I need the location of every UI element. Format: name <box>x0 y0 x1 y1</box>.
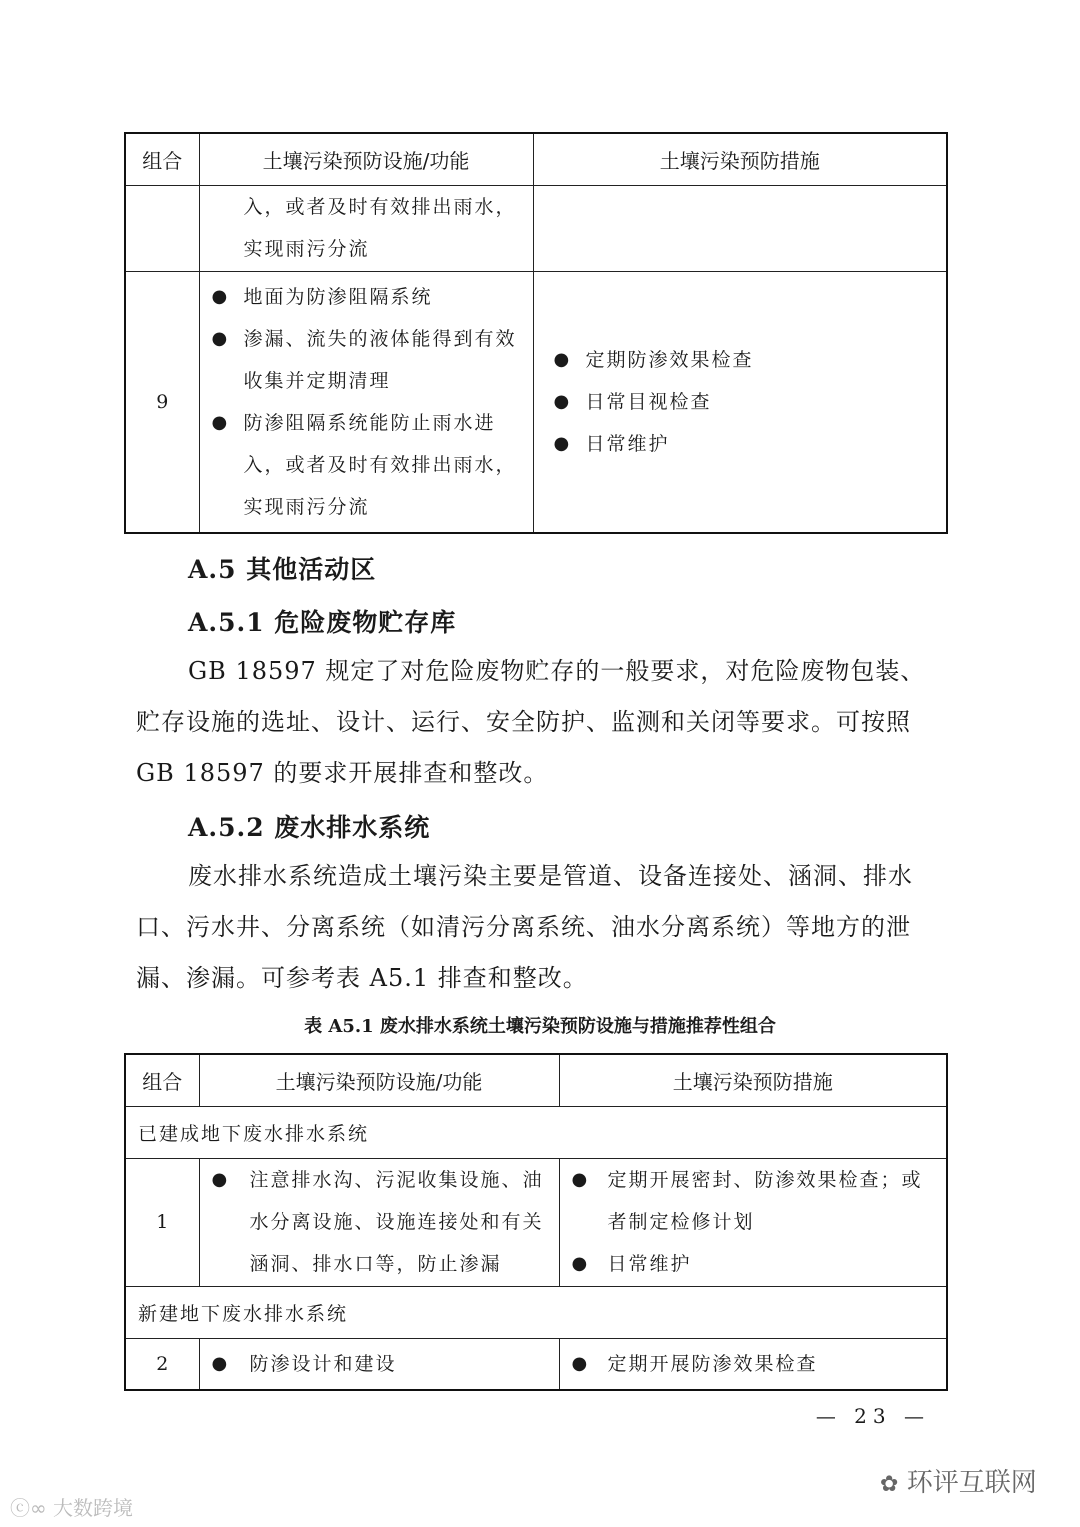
watermark-logo-icon: ⓒ∞ <box>10 1496 47 1520</box>
row-number: 9 <box>125 271 199 533</box>
measure-item: ● 日常维护 <box>542 423 947 465</box>
paragraph-a52: 废水排水系统造成土壤污染主要是管道、设备连接处、涵洞、排水口、污水井、分离系统（如清污分离系统、油水分离系统）等地方的泄漏、渗漏。可参考表 A5.1 排查和整改。 <box>136 862 913 992</box>
table-1 <box>124 132 948 534</box>
table1-header-measure: 土壤污染预防措施 <box>533 133 947 185</box>
measure-item: ● 定期开展防渗效果检查 <box>560 1343 947 1385</box>
table1-header-group: 组合 <box>125 133 199 185</box>
table2-row-2 <box>125 1338 947 1390</box>
watermark-left: ⓒ∞ 大数跨境 <box>10 1496 134 1520</box>
facility-item: ● 地面为防渗阻隔系统 <box>200 276 533 318</box>
measure-item: ● 日常目视检查 <box>542 381 947 423</box>
measure-item: ● 定期防渗效果检查 <box>542 339 947 381</box>
table1-row-9 <box>125 271 947 533</box>
table1-header-facility: 土壤污染预防设施/功能 <box>199 133 533 185</box>
measure-item: ● 日常维护 <box>560 1243 947 1285</box>
table2-header-facility: 土壤污染预防设施/功能 <box>199 1054 559 1106</box>
wechat-icon: ✿ <box>880 1472 899 1497</box>
table-caption: 表 A5.1 废水排水系统土壤污染预防设施与措施推荐性组合 <box>304 1016 776 1037</box>
paragraph-a51: GB 18597 规定了对危险废物贮存的一般要求，对危险废物包装、贮存设施的选址、设计、运行、安全防护、监测和关闭等要求。可按照 GB 18597 的要求开展排查和整改。 <box>136 657 926 787</box>
group-row-existing: 已建成地下废水排水系统 <box>125 1106 947 1158</box>
facility-item: ● 防渗设计和建设 <box>200 1343 559 1385</box>
section-heading-a51: A.5.1 危险废物贮存库 <box>188 608 457 637</box>
row-number: 2 <box>125 1338 199 1390</box>
section-heading-a5: A.5 其他活动区 <box>188 555 377 584</box>
row-number: 1 <box>125 1158 199 1286</box>
cont-line: 实现雨污分流 <box>243 238 370 260</box>
table1-continued-row <box>125 185 947 271</box>
table2-row-1 <box>125 1158 947 1286</box>
facility-item: ● 防渗阻隔系统能防止雨水进 入，或者及时有效排出雨水， 实现雨污分流 <box>200 402 533 528</box>
section-heading-a52: A.5.2 废水排水系统 <box>188 813 431 842</box>
table2-header-group: 组合 <box>125 1054 199 1106</box>
table2-header-measure: 土壤污染预防措施 <box>559 1054 947 1106</box>
cont-line: 入，或者及时有效排出雨水， <box>243 196 517 218</box>
facility-item: ● 注意排水沟、污泥收集设施、油 水分离设施、设施连接处和有关 涵洞、排水口等，防止渗漏 <box>200 1159 559 1285</box>
group-row-new: 新建地下废水排水系统 <box>125 1286 947 1338</box>
facility-item: ● 渗漏、流失的液体能得到有效 收集并定期清理 <box>200 318 533 402</box>
watermark-right: ✿ 环评互联网 <box>880 1468 1037 1498</box>
page-number: — 23 — <box>815 1404 930 1428</box>
table-2 <box>124 1053 948 1391</box>
measure-item: ● 定期开展密封、防渗效果检查；或 者制定检修计划 <box>560 1159 947 1243</box>
